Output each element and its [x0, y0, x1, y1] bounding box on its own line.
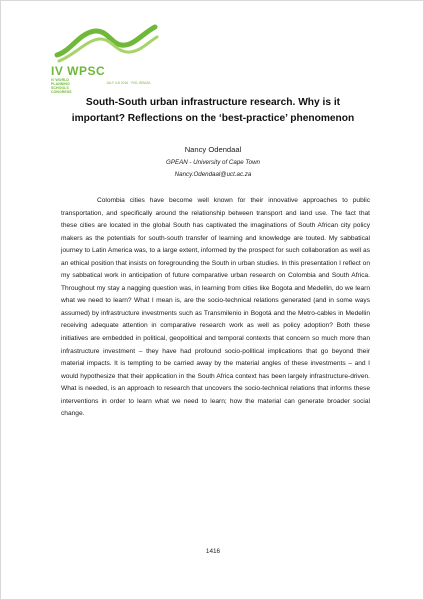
abstract-body: Colombia cities have become well known for their innovative approaches to public transportation, and specifically around the relationship between transport and land use. The fact that these cities are located in the global South has captivated the imaginations of South African city policy makers as the potentials for south-south transfer of learning and knowledge are touted. My sabbatical journey to Latin America was, to a large extent, informed by the prospect for such collaboration as well as an ethical position that insists on foregrounding the South in urban studies. In this presentation I reflect on my sabbatical work in anticipation of future comparative urban research on Colombia and South Africa. Throughout my stay a nagging question was, in learning from cities like Bogota and Medellin, do we learn what we need to learn? What I mean is, are the socio-technical relations generated (and in some ways assumed) by infrastructure investments such as Transmilenio in Bogotá and the Metro-cables in Medellin receiving adequate attention in comparative research work as well as policy adoption? Both these initiatives are embedded in political, geopolitical and temporal contexts that concern so much more than infrastructure investment – they have had profound socio-political implications that go beyond their material impacts. It is tempting to be carried away by the material angles of these investments – and I would hypothesize that their application in the South Africa context has been largely infrastructure-driven. What is needed, is an approach to research that uncovers the socio-technical relations that informs these interventions in order to learn what we need to learn; how the material can generate broader social change. — [61, 197, 370, 418]
page-number: 1416 — [205, 548, 221, 555]
author-name: Nancy Odendaal — [184, 145, 242, 154]
author-email: Nancy.Odendaal@uct.ac.za — [174, 171, 252, 178]
ribbon-logo-icon — [51, 21, 161, 65]
logo-location: JULY 4-8 2016 · RIO, BRAZIL — [106, 81, 152, 85]
paper-title: South-South urban infrastructure research. Why is it important? Reflections on the ‘best-practice’ phenomenon — [71, 97, 355, 124]
author-affiliation: GPEAN - University of Cape Town — [166, 159, 260, 166]
logo-subtitle: IV WORLD PLANNING SCHOOLS CONGRESS — [51, 78, 72, 94]
logo-title: IV WPSC — [51, 64, 106, 78]
wpsc-logo — [51, 21, 161, 94]
